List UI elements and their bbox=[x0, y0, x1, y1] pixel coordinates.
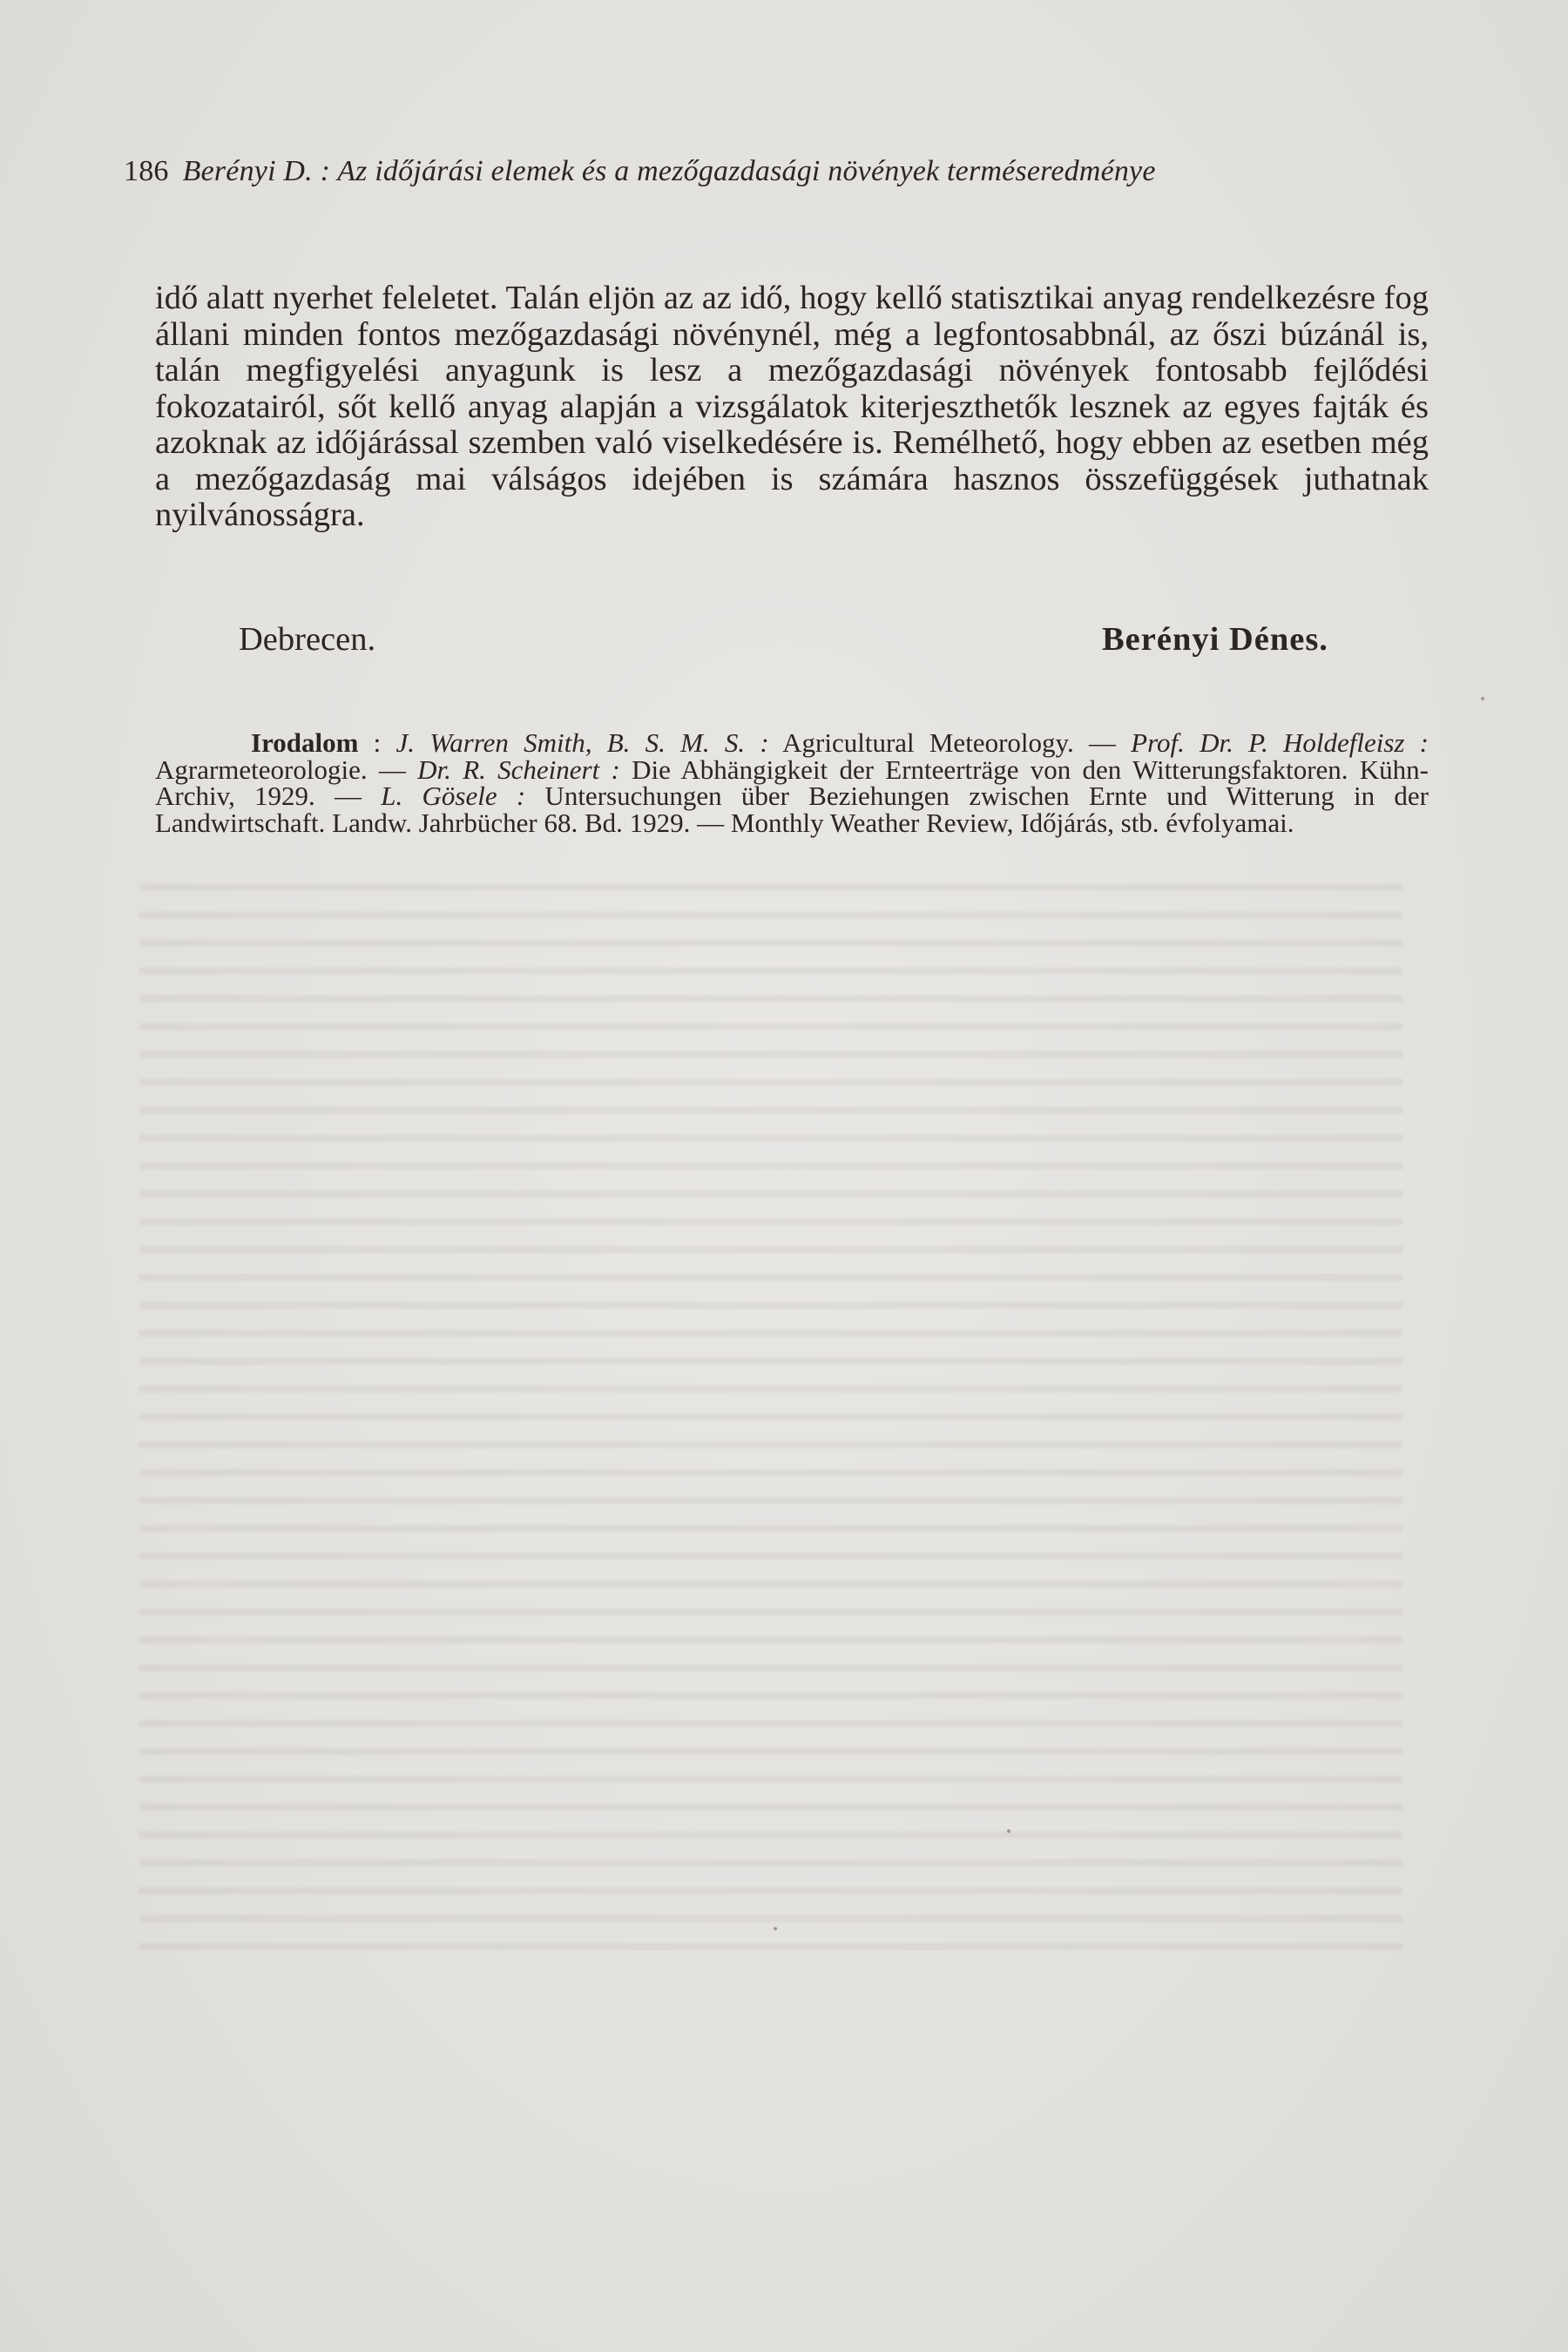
running-head bbox=[124, 155, 1430, 188]
signature-author: Berényi Dénes. bbox=[1102, 621, 1328, 658]
references bbox=[155, 727, 1429, 838]
references-label: Irodalom bbox=[251, 727, 359, 758]
running-title: Berényi D. : Az időjárási elemek és a mezőgazdasági növények terméseredménye bbox=[182, 155, 1156, 187]
reference-title-4: Untersuchungen über Beziehungen zwischen Ernte und Witterung in der Landwirtschaft. Landw. Jahrbücher 68. Bd. 1929. — Monthly Weather Review, Időjárás, stb. évfolyamai. bbox=[155, 781, 1429, 838]
reference-author-1: J. Warren Smith, B. S. M. S. : bbox=[395, 727, 769, 758]
references-separator: : bbox=[358, 727, 396, 758]
reference-author-2: Prof. Dr. P. Holdefleisz : bbox=[1131, 727, 1429, 758]
paper-speck bbox=[774, 1927, 777, 1930]
paper-speck bbox=[1007, 1829, 1010, 1833]
reference-author-3: Dr. R. Scheinert : bbox=[417, 754, 620, 785]
reference-title-1: Agricultural Meteorology. — bbox=[768, 727, 1132, 758]
paper-speck bbox=[1481, 697, 1484, 700]
reference-author-4: L. Gösele : bbox=[381, 781, 526, 811]
show-through-text bbox=[139, 871, 1402, 1960]
reference-title-2: Agrarmeteorologie. — bbox=[155, 754, 418, 785]
page-number: 186 bbox=[124, 155, 169, 187]
body-paragraph: idő alatt nyerhet feleletet. Talán eljön az az idő, hogy kellő statisztikai anyag rendelkezésre fog állani minden fontos mezőgazdasági növénynél, még a legfontosabbnál, az őszi búzánál is, talán megfigyelési anyagunk is lesz a mezőgazdasági növények fontosabb fejlődési fokozatairól, sőt kellő anyag alapján a vizsgálatok kiterjeszthetők lesznek az egyes fajták és azoknak az időjárással szemben való viselkedésére is. Remélhető, hogy ebben az esetben még a mezőgazdaság mai válságos idejében is számára hasznos összefüggések juthatnak nyilvánosságra. bbox=[155, 280, 1429, 533]
signature-place: Debrecen. bbox=[239, 621, 376, 658]
reference-title-3: Die Abhängigkeit der Ernteerträge von den Witterungsfaktoren. Kühn-Archiv, 1929. — bbox=[155, 754, 1429, 811]
